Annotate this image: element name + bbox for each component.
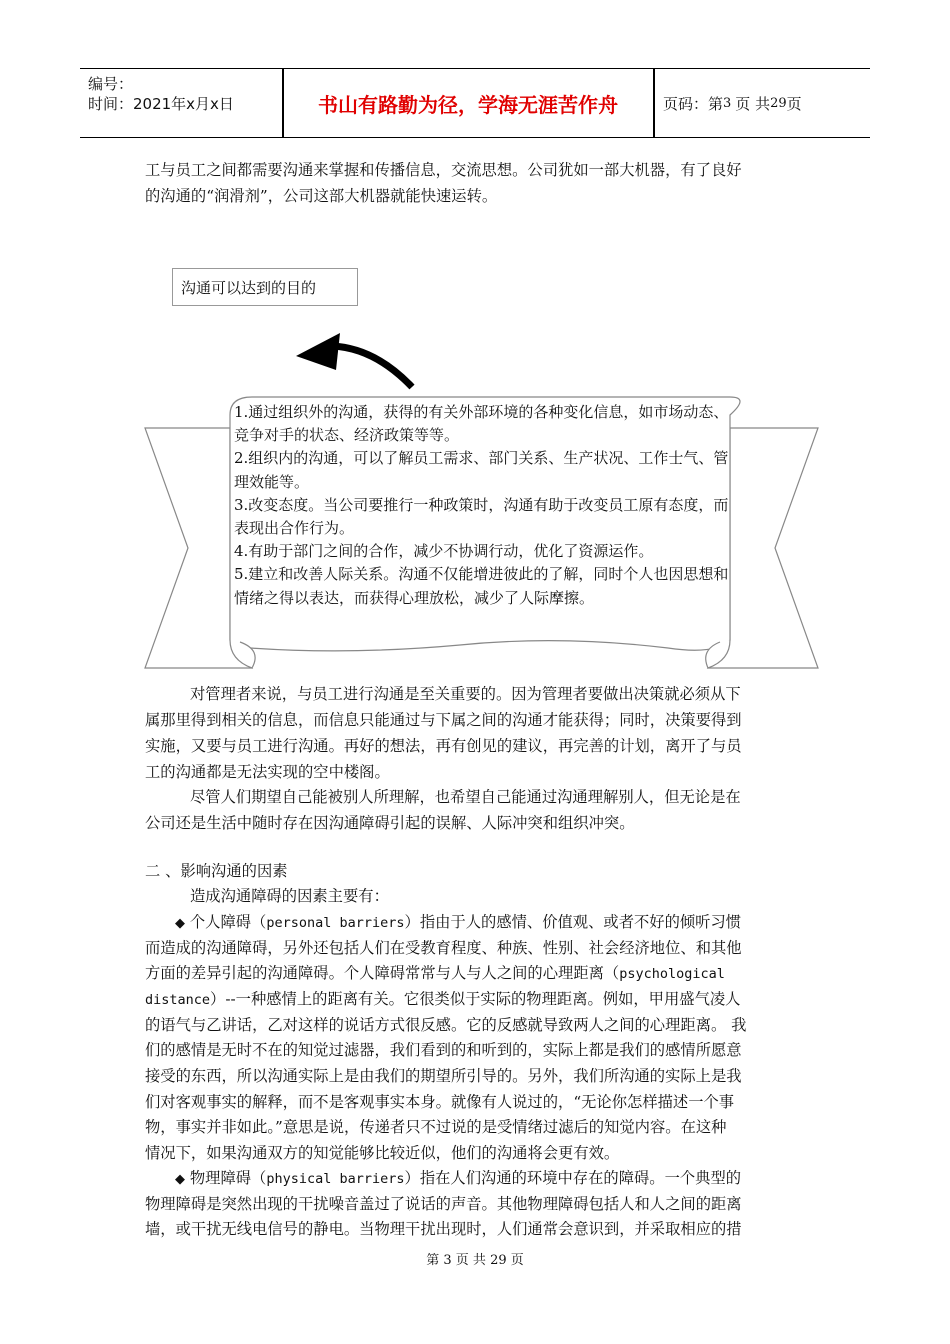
page-footer: 第 3 页 共 29 页 xyxy=(426,1253,524,1268)
body-line: 情况下，如果沟通双方的知觉能够比较近似，他们的沟通将会更有效。 xyxy=(145,1144,620,1162)
page-suffix: 页 xyxy=(786,94,802,113)
diamond-bullet-icon: ◆ xyxy=(175,916,185,931)
body-line: 物，事实并非如此。”意思是说，传递者只不过说的是受情绪过滤后的知觉内容。在这种 xyxy=(145,1118,727,1136)
body-line: distance）--一种感情上的距离有关。它很类似于实际的物理距离。例如，甲用盛气凌人 xyxy=(145,990,741,1008)
body-line: 的语气与乙讲话，乙对这样的说话方式很反感。它的反感就导致两人之间的心理距离。 我 xyxy=(145,1016,747,1034)
scroll-item: 1.通过组织外的沟通，获得的有关外部环境的各种变化信息，如市场动态、竞争对手的状态、经济政策等等。 xyxy=(234,403,729,445)
bullet-paragraph-line: ◆ 物理障碍（physical barriers）指在人们沟通的环境中存在的障碍。一个典型的 xyxy=(175,1169,742,1187)
doc-date: 时间：2021年x月x日 xyxy=(88,95,234,113)
body-line: 尽管人们期望自己能被别人所理解，也希望自己能通过沟通理解别人，但无论是在 xyxy=(190,788,741,806)
goal-box: 沟通可以达到的目的 xyxy=(172,268,358,306)
intro-line: 工与员工之间都需要沟通来掌握和传播信息，交流思想。公司犹如一部大机器，有了良好 xyxy=(145,161,742,179)
bullet-paragraph-line: ◆ 个人障碍（personal barriers）指由于人的感情、价值观、或者不好的倾听习惯 xyxy=(175,913,742,931)
scroll-item: 3.改变态度。当公司要推行一种政策时，沟通有助于改变员工原有态度，而表现出合作行为。 xyxy=(234,495,729,538)
scroll-item: 2.组织内的沟通，可以了解员工需求、部门关系、生产状况、工作士气、管理效能等。 xyxy=(234,449,729,491)
doc-number-label: 编号： xyxy=(88,75,134,93)
body-line: 实施，又要与员工进行沟通。再好的想法，再有创见的建议，再完善的计划，离开了与员 xyxy=(145,737,742,755)
body-line: 方面的差异引起的沟通障碍。个人障碍常常与人与人之间的心理距离（psychological xyxy=(145,964,725,982)
body-line: 们对客观事实的解释，而不是客观事实本身。就像有人说过的，“无论你怎样描述一个事 xyxy=(145,1093,735,1111)
scroll-item-list xyxy=(234,401,734,610)
page-total: 29 xyxy=(770,95,787,111)
intro-line: 的沟通的“润滑剂”，公司这部大机器就能快速运转。 xyxy=(145,187,498,205)
body-line: 公司还是生活中随时存在因沟通障碍引起的误解、人际冲突和组织冲突。 xyxy=(145,814,635,832)
header-motto: 书山有路勤为径，学海无涯苦作舟 xyxy=(318,92,618,117)
body-line: 造成沟通障碍的因素主要有： xyxy=(190,887,389,905)
scroll-item: 5.建立和改善人际关系。沟通不仅能增进彼此的了解，同时个人也因思想和情绪之得以表达，而获得心理放松，减少了人际摩擦。 xyxy=(234,565,729,607)
scroll-item: 4.有助于部门之间的合作，减少不协调行动，优化了资源运作。 xyxy=(234,542,654,561)
body-line: 对管理者来说，与员工进行沟通是至关重要的。因为管理者要做出决策就必须从下 xyxy=(190,685,741,703)
page-prefix: 页码：第 xyxy=(663,94,724,113)
curved-arrow-icon xyxy=(296,333,412,387)
page-middle: 页 共 xyxy=(735,94,771,113)
body-line: 接受的东西，所以沟通实际上是由我们的期望所引导的。另外，我们所沟通的实际上是我 xyxy=(145,1067,742,1085)
section-title: 二 、影响沟通的因素 xyxy=(145,862,288,880)
body-line: 墙，或干扰无线电信号的静电。当物理干扰出现时，人们通常会意识到，并采取相应的措 xyxy=(145,1220,742,1238)
body-line: 物理障碍是突然出现的干扰噪音盖过了说话的声音。其他物理障碍包括人和人之间的距离 xyxy=(145,1195,742,1213)
page-current: 3 xyxy=(723,95,732,111)
body-line: 工的沟通都是无法实现的空中楼阁。 xyxy=(145,763,390,781)
body-line: 们的感情是无时不在的知觉过滤器，我们看到的和听到的，实际上都是我们的感情所愿意 xyxy=(145,1041,742,1059)
body-line: 属那里得到相关的信息，而信息只能通过与下属之间的沟通才能获得；同时，决策要得到 xyxy=(145,711,742,729)
body-line: 而造成的沟通障碍，另外还包括人们在受教育程度、种族、性别、社会经济地位、和其他 xyxy=(145,939,742,957)
diamond-bullet-icon: ◆ xyxy=(175,1172,185,1187)
